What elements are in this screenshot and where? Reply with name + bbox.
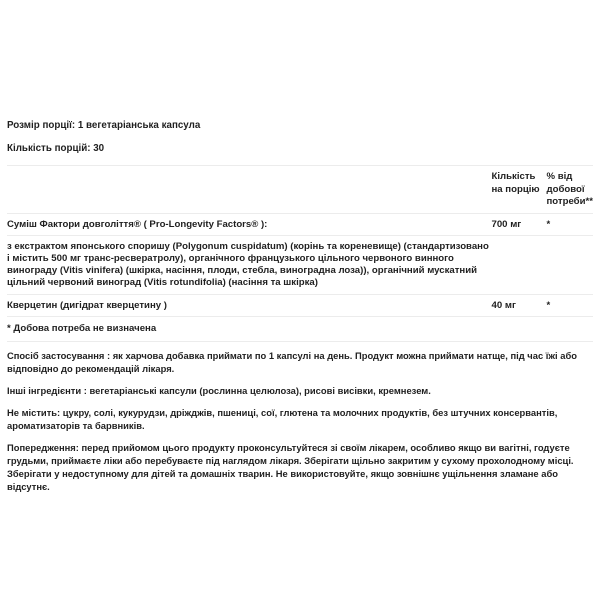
usage-instructions: Спосіб застосування : як харчова добавка приймати по 1 капсулі на день. Продукт можна приймати натще, під час їжі або відповідно до рекомендацій лікаря. bbox=[7, 350, 577, 375]
other-ingredients: Інші інгредієнти : вегетаріанські капсули (рослинна целюлоза), рисові висівки, кремнезем. bbox=[7, 385, 431, 397]
ingredient-name: Суміш Фактори довголіття® ( Pro-Longevity Factors® ): bbox=[7, 213, 492, 235]
serving-size: Розмір порції: 1 вегетаріанська капсула bbox=[7, 120, 201, 131]
ingredient-daily-value: * bbox=[547, 213, 594, 235]
ingredient-daily-value: * bbox=[547, 295, 594, 317]
ingredient-daily-value bbox=[547, 235, 594, 295]
header-daily-value: % від добової потреби** bbox=[547, 166, 594, 213]
ingredient-amount bbox=[492, 235, 547, 295]
supplement-facts-table bbox=[7, 166, 593, 342]
ingredient-name: Кверцетин (дигідрат кверцетину ) bbox=[7, 295, 492, 317]
free-from-list: Не містить: цукру, солі, кукурудзи, дріжджів, пшениці, сої, глютена та молочних продуктів, без штучних консервантів, ароматизаторів та барвників. bbox=[7, 407, 558, 432]
ingredient-amount: 700 мг bbox=[492, 213, 547, 235]
warning-text: Попередження: перед прийомом цього продукту проконсультуйтеся зі своїм лікарем, особливо якщо ви вагітні, годуєте грудьми, приймаєте ліки або перебуваєте під наглядом лікаря. Зберігати щільно закритим у сухому прохолодному місці. Зберігати у недоступному для дітей та домашніх тварин. Не використовуйте, якщо зовнішнє ущільнення зламане або відсутнє. bbox=[7, 442, 574, 493]
table-row bbox=[7, 213, 593, 235]
table-footnote-row bbox=[7, 317, 593, 342]
table-header-row bbox=[7, 166, 593, 213]
supplement-facts bbox=[7, 119, 593, 493]
header-amount: Кількість на порцію bbox=[492, 166, 547, 213]
servings-count: Кількість порцій: 30 bbox=[7, 143, 105, 154]
ingredient-description: з екстрактом японського споришу (Polygonum cuspidatum) (корінь та кореневище) (стандартизовано і містить 500 мг транс-ресвератролу), органічного французького цільного червоного винного винограду (Vitis vinifera) (шкірка, насіння, плоди, стебла, виноградна лоза)), органічний мускатний цільний червоний виноград (Vitis rotundifolia) (насіння та шкірка) bbox=[7, 235, 492, 295]
header-name bbox=[7, 166, 492, 213]
table-row bbox=[7, 295, 593, 317]
ingredient-amount: 40 мг bbox=[492, 295, 547, 317]
table-row bbox=[7, 235, 593, 295]
daily-value-footnote: * Добова потреба не визначена bbox=[7, 317, 593, 342]
